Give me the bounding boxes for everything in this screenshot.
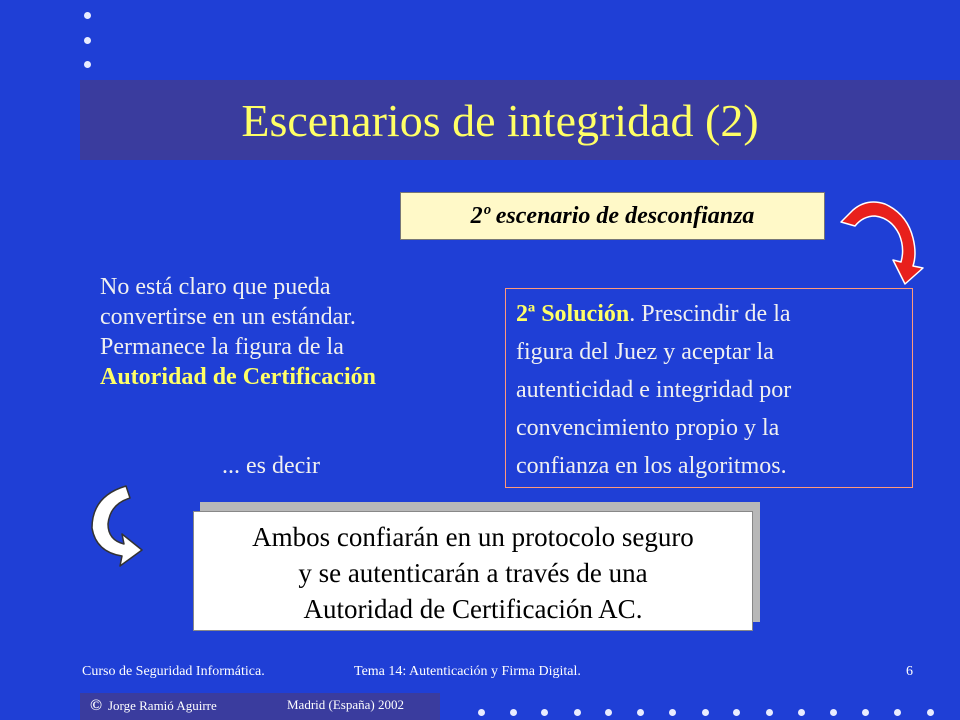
solution-text: . Prescindir de la: [629, 301, 791, 327]
decorative-dot: [894, 709, 901, 716]
decorative-dot: [541, 709, 548, 716]
decorative-dot: [84, 37, 91, 44]
slide-title: Escenarios de integridad (2): [241, 94, 759, 146]
conclusion-line: Ambos confiarán en un protocolo seguro: [252, 522, 694, 552]
solution-text: figura del Juez y aceptar la: [516, 339, 774, 365]
conclusion-text: [252, 519, 694, 627]
solution-text: convencimiento propio y la: [516, 415, 780, 441]
footer-course: Curso de Seguridad Informática.: [82, 664, 265, 679]
decorative-dot: [669, 709, 676, 716]
red-curved-arrow-icon: [835, 196, 925, 286]
solution-text: confianza en los algoritmos.: [516, 453, 787, 479]
decorative-dot: [637, 709, 644, 716]
conclusion-line: y se autenticarán a través de una: [298, 558, 648, 588]
decorative-dot: [478, 709, 485, 716]
page-number: 6: [906, 664, 913, 679]
footer-location: Madrid (España) 2002: [287, 697, 404, 712]
author-name: Jorge Ramió Aguirre: [107, 698, 217, 713]
decorative-dot: [927, 709, 934, 716]
left-statement-line: No está claro que pueda: [100, 274, 331, 300]
white-curved-arrow-icon: [86, 478, 148, 570]
certification-authority-highlight: Autoridad de Certificación: [100, 364, 376, 390]
decorative-dot: [574, 709, 581, 716]
scenario-label: 2º escenario de desconfianza: [400, 192, 825, 240]
conclusion-box: [193, 511, 753, 631]
decorative-dot: [830, 709, 837, 716]
left-statement: [100, 272, 480, 392]
es-decir-text: ... es decir: [222, 453, 320, 479]
footer-author: [90, 697, 217, 715]
solution-box: [505, 288, 913, 488]
decorative-dot: [733, 709, 740, 716]
decorative-dot: [605, 709, 612, 716]
left-statement-line: Permanece la figura de la: [100, 334, 344, 360]
copyright-symbol: ©: [90, 697, 102, 714]
footer-topic: Tema 14: Autenticación y Firma Digital.: [354, 664, 581, 679]
decorative-dot: [84, 12, 91, 19]
solution-text: autenticidad e integridad por: [516, 377, 792, 403]
solution-label: 2ª Solución: [516, 301, 630, 327]
decorative-dot: [510, 709, 517, 716]
conclusion-line: Autoridad de Certificación AC.: [303, 594, 643, 624]
decorative-dot: [766, 709, 773, 716]
decorative-dot: [862, 709, 869, 716]
decorative-dot: [702, 709, 709, 716]
decorative-dot: [84, 61, 91, 68]
decorative-dot: [798, 709, 805, 716]
left-statement-line: convertirse en un estándar.: [100, 304, 356, 330]
